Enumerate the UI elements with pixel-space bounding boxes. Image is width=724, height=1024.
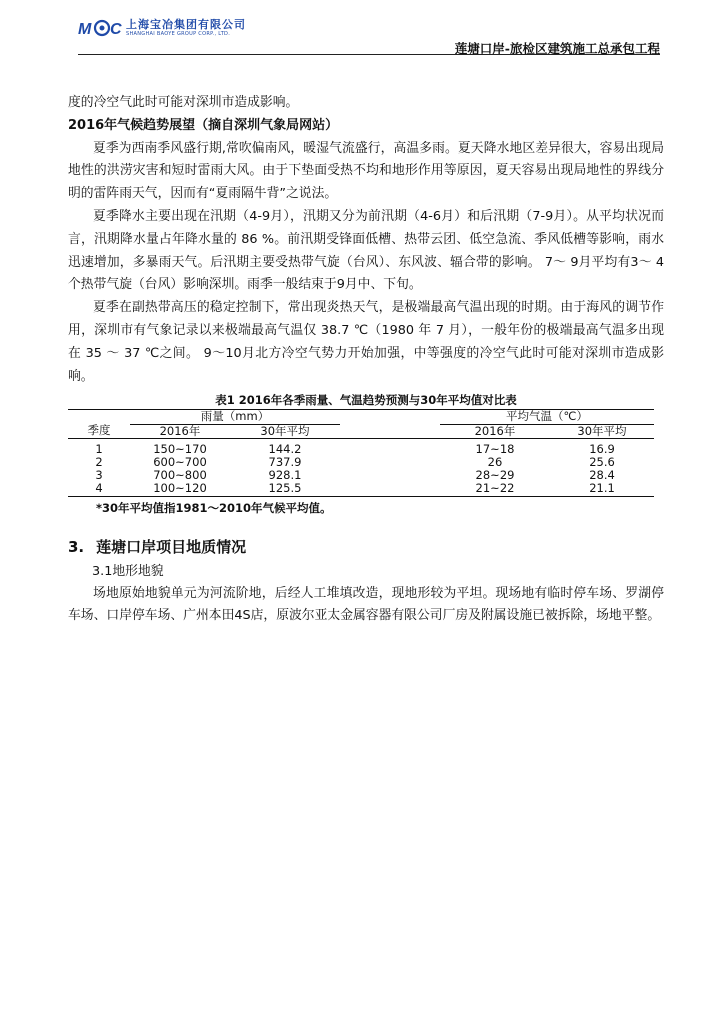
mcc-logo-icon — [78, 16, 122, 40]
svg-text:C: C — [110, 21, 122, 38]
page-content — [68, 92, 664, 628]
header-divider — [78, 54, 660, 55]
page-header — [78, 16, 660, 56]
table-row: 1 150~170 144.2 17~18 16.9 — [95, 441, 615, 456]
paragraph-continued: 度的冷空气此时可能对深圳市造成影响。 — [68, 95, 299, 110]
company-logo — [78, 16, 246, 40]
climate-outlook-heading: 2016年气候趋势展望（摘自深圳气象局网站） — [68, 117, 339, 133]
paragraph-summer-heat: 夏季在副热带高压的稳定控制下，常出现炎热天气，是极端最高气温出现的时期。由于海风的调节作用，深圳市有气象记录以来极端最高气温仅 38.7 ℃（1980 年 7 月），一般年份的极端最高气温多出现在 35 ～ 37 ℃之间。 9～10月北方冷空气势力开始加强，中等强度的冷空气此时可能对深圳市造成影响。 — [68, 300, 664, 384]
logo-company-name-en: SHANGHAI BAOYE GROUP CORP., LTD. — [126, 31, 231, 37]
table-row: 4 100~120 125.5 21~22 21.1 — [68, 482, 654, 496]
header-season: 季度 — [68, 424, 130, 438]
svg-text:M: M — [78, 21, 92, 38]
section-number: 3. — [68, 537, 85, 556]
logo-company-name-cn: 上海宝冶集团有限公司 — [126, 18, 246, 31]
header-temp-2016: 2016年 — [440, 424, 550, 438]
header-temperature-group: 平均气温（℃） — [440, 410, 654, 424]
header-rain-2016: 2016年 — [130, 424, 230, 438]
table-footnote: *30年平均值指1981～2010年气候平均值。 — [96, 500, 332, 515]
table-row: 3 700~800 928.1 28~29 28.4 — [95, 468, 615, 483]
header-rain-30yr-avg: 30年平均 — [230, 424, 340, 438]
paragraph-summer-monsoon: 夏季为西南季风盛行期,常吹偏南风，暖湿气流盛行，高温多雨。夏天降水地区差异很大，容易出现局地性的洪涝灾害和短时雷雨大风。由于下垫面受热不均和地形作用等原因，夏天容易出现局地性的界线分明的雷阵雨天气，因而有“夏雨隔牛背”之说法。 — [68, 140, 664, 202]
subsection-3-1-heading: 3.1地形地貌 — [92, 563, 164, 579]
section-title: 莲塘口岸项目地质情况 — [96, 537, 247, 556]
paragraph-terrain: 场地原始地貌单元为河流阶地，后经人工堆填改造，现地形较为平坦。现场地有临时停车场、罗湖停车场、口岸停车场、广州本田4S店，原波尔亚太金属容器有限公司厂房及附属设施已被拆除，场地平整。 — [68, 585, 664, 624]
climate-forecast-table — [68, 409, 654, 496]
section-3-heading — [68, 537, 664, 557]
header-rainfall-group: 雨量（mm） — [130, 410, 340, 424]
header-temp-30yr-avg: 30年平均 — [550, 424, 654, 438]
project-title: 莲塘口岸-旅检区建筑施工总承包工程 — [454, 41, 660, 56]
paragraph-flood-season: 夏季降水主要出现在汛期（4-9月），汛期又分为前汛期（4-6月）和后汛期（7-9月）。从平均状况而言，汛期降水量占年降水量的 86 %。前汛期受锋面低槽、热带云团、低空急流、季风低槽等影响，雨水迅速增加，多暴雨天气。后汛期主要受热带气旋（台风）、东风波、辐合带的影响。 7～ 9月平均有3～ 4个热带气旋（台风）影响深圳。雨季一般结束于9月中、下旬。 — [68, 208, 664, 293]
table-caption: 表1 2016年各季雨量、气温趋势预测与30年平均值对比表 — [215, 393, 517, 408]
table-row: 2 600~700 737.9 26 25.6 — [95, 454, 615, 469]
